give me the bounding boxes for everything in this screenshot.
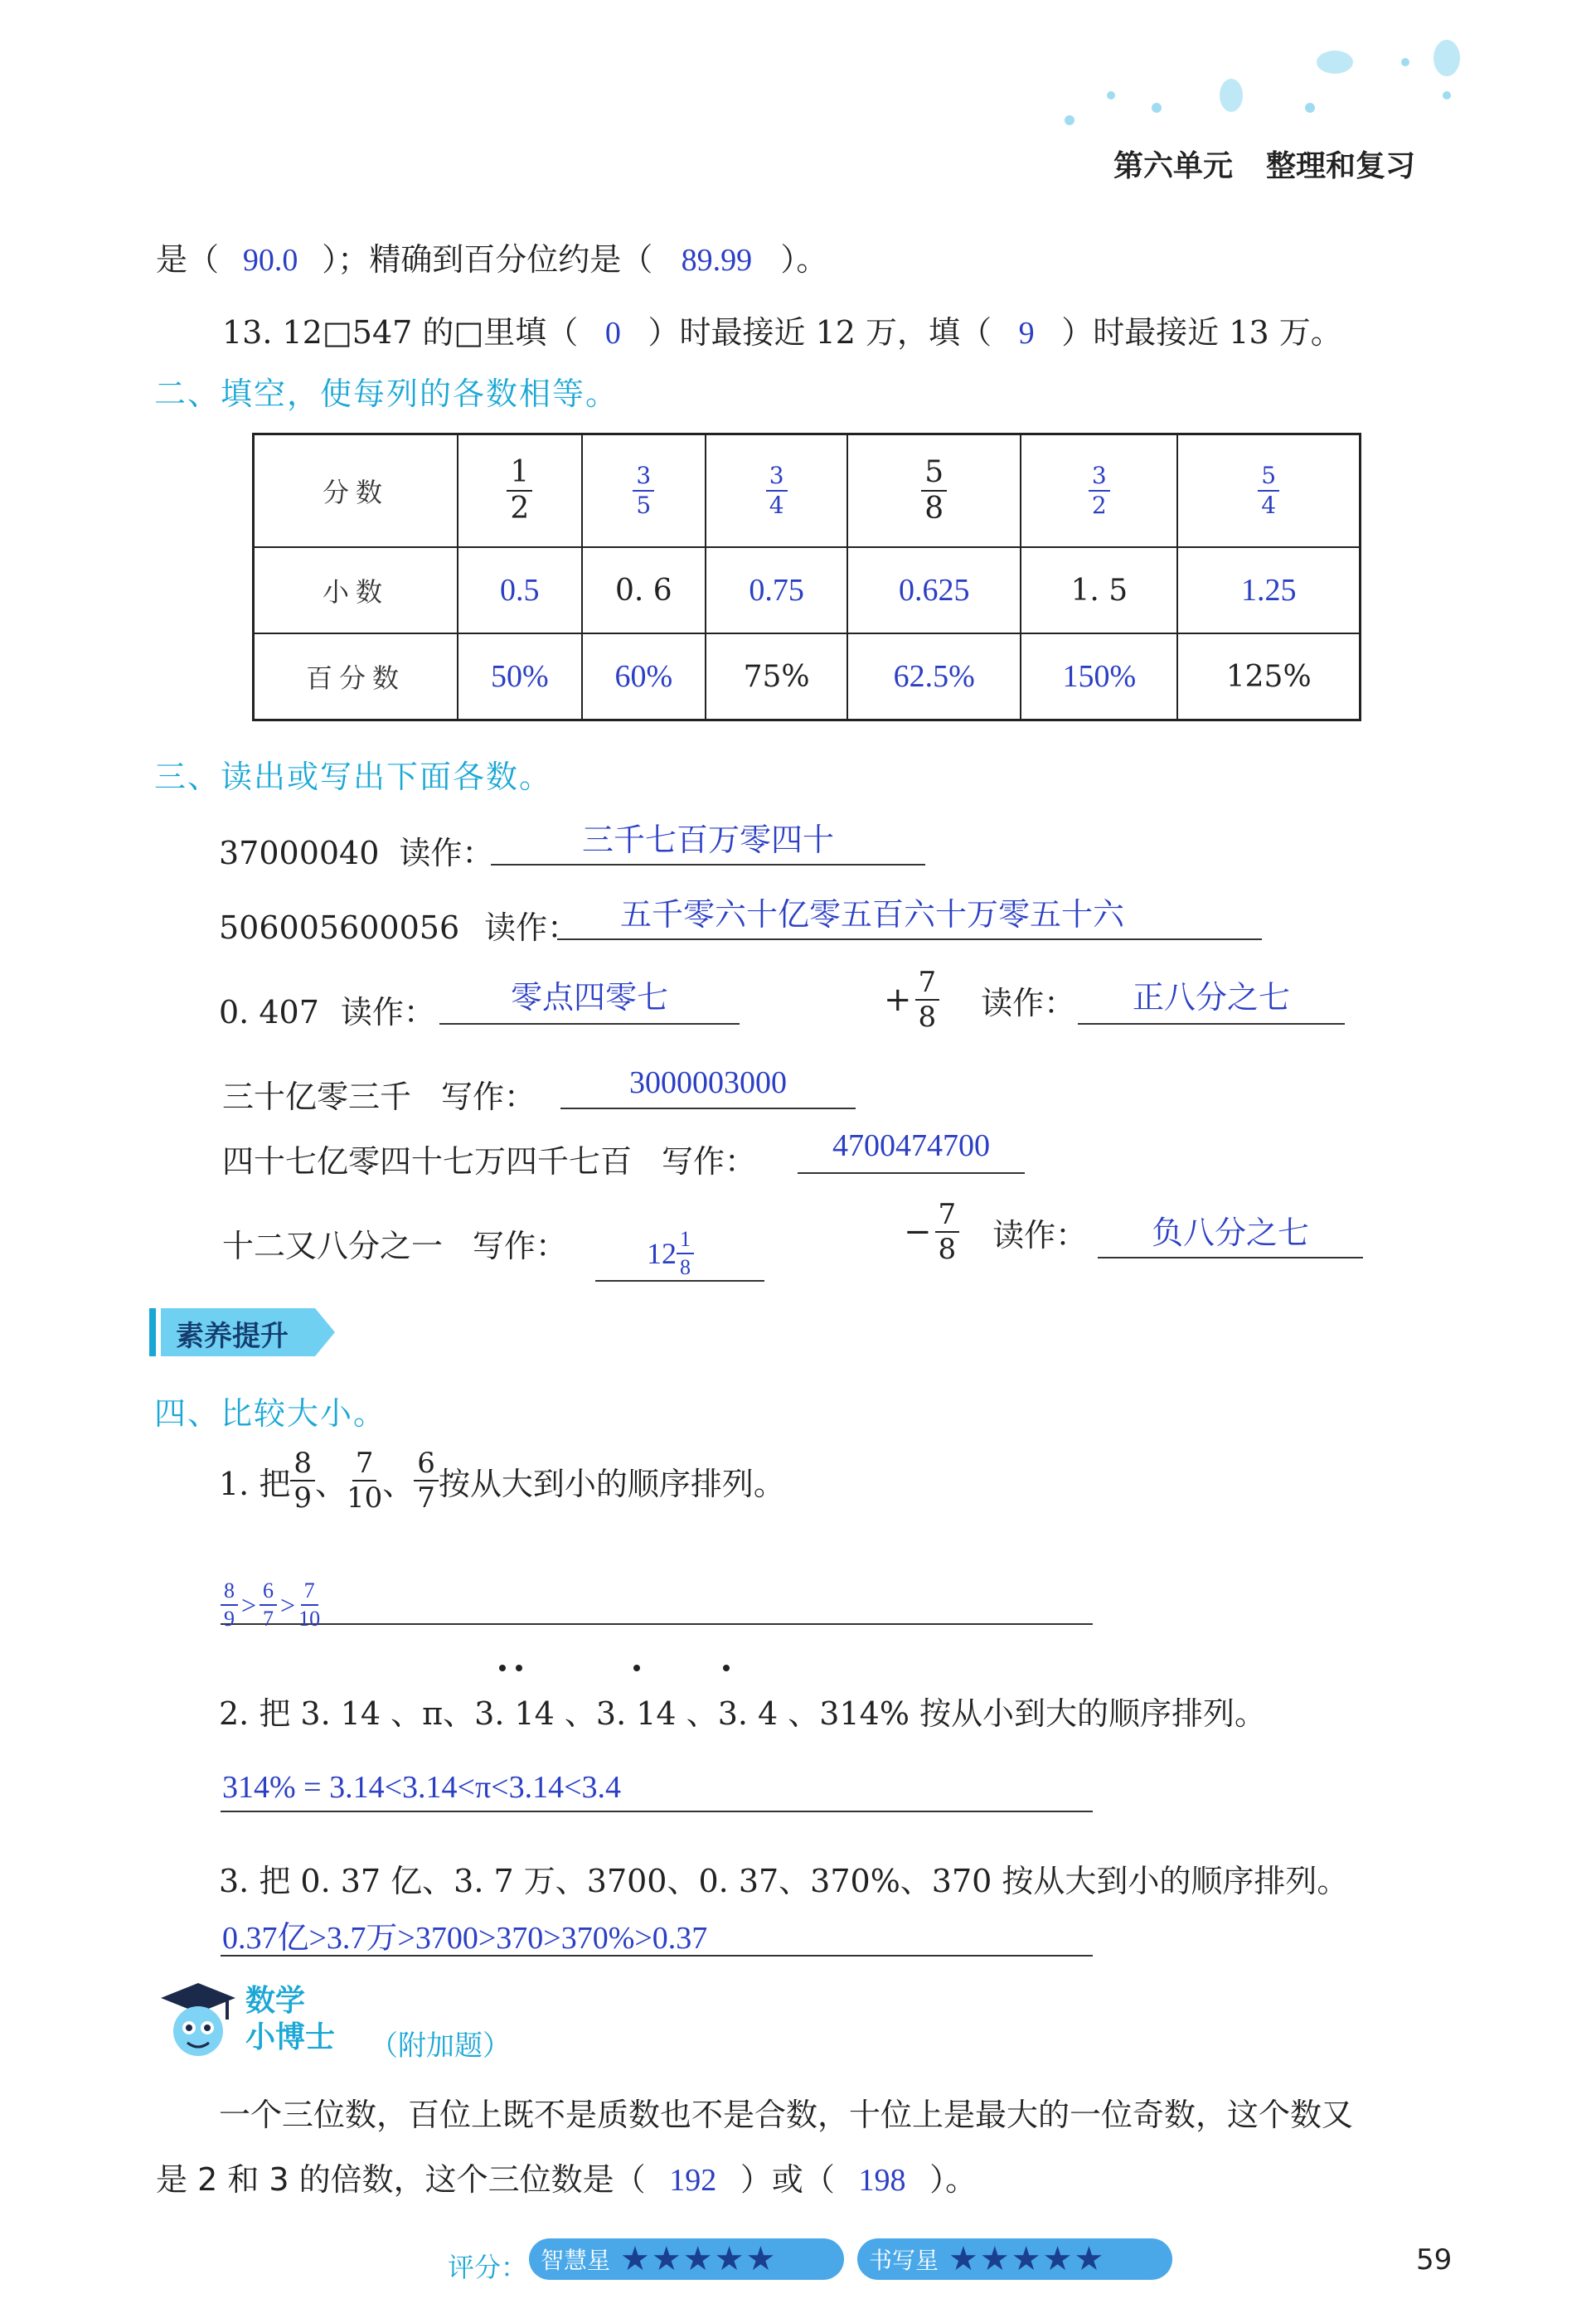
read-answer-5: 负八分之七 — [1151, 1215, 1309, 1251]
fraction-row — [254, 434, 1361, 547]
write-item-3: 十二又八分之一 写作： — [222, 1228, 568, 1264]
read-item-1: 37000040 读作： — [219, 835, 494, 871]
percent-cell: 62.5% — [847, 633, 1021, 720]
q13-answer-1: 0 — [604, 316, 621, 351]
fraction-cell: $\frac{1}{2}$ — [458, 434, 582, 547]
q13-line: 13. 12□547 的□里填（ 0 ）时最接近 12 万，填（ 9 ）时最接近 13 万。 — [222, 314, 1342, 351]
decimal-cell: 1. 5 — [1021, 547, 1177, 633]
write-answer-2: 4700474700 — [832, 1128, 990, 1163]
star-icons: ★★★★★ — [620, 2240, 778, 2278]
percent-cell: 50% — [458, 633, 582, 720]
section-2-title: 二、填空，使每列的各数相等。 — [154, 376, 619, 412]
read-answer-2: 五千零六十亿零五百六十万零五十六 — [619, 896, 1124, 933]
read-item-3: 0. 407 读作： — [219, 994, 435, 1030]
wisdom-star-rating: 智慧星 ★★★★★ — [529, 2238, 844, 2280]
percent-cell: 125% — [1177, 633, 1360, 720]
read-item-4: + $\frac{7}{8}$ 读作： — [884, 966, 1076, 1034]
fraction-cell: $\frac{3}{4}$ — [706, 434, 847, 547]
bonus-line-2: 是 2 和 3 的倍数，这个三位数是（ 192 ）或（ 198 ）。 — [156, 2161, 977, 2198]
page-number: 59 — [1416, 2243, 1453, 2277]
decorative-leaves-icon — [1045, 25, 1476, 141]
q13-answer-2: 9 — [1018, 316, 1035, 351]
row-header: 分数 — [254, 434, 458, 547]
write-answer-3: 12 $\frac{1}{8}$ — [647, 1229, 694, 1278]
q12-answer-2: 89.99 — [681, 243, 753, 278]
decimal-cell: 0. 6 — [582, 547, 706, 633]
decimal-cell: 1.25 — [1177, 547, 1360, 633]
percent-cell: 75% — [706, 633, 847, 720]
q12-tail-line: 是（ 90.0 ）；精确到百分位约是（ 89.99 ）。 — [156, 241, 828, 278]
compare-item-2: 2. 把 3. 14 、π、3. 14 、3. 14 、3. 4 、314% 按从小到大的顺序排列。 — [219, 1695, 1267, 1732]
compare-answer-3: 0.37亿>3.7万>3700>370>370%>0.37 — [222, 1921, 708, 1956]
bonus-logo-text: 数学 小博士 — [245, 1984, 336, 2054]
banner-label: 素养提升 — [176, 1320, 289, 1353]
compare-item-3: 3. 把 0. 37 亿、3. 7 万、3700、0. 37、370%、370 按从大到小的顺序排列。 — [219, 1863, 1349, 1899]
fraction-cell: $\frac{5}{4}$ — [1177, 434, 1360, 547]
read-answer-3: 零点四零七 — [510, 979, 668, 1016]
section-3-title: 三、读出或写出下面各数。 — [154, 759, 553, 795]
row-header: 小数 — [254, 547, 458, 633]
bonus-tag: （附加题） — [370, 2029, 511, 2063]
score-label: 评分： — [448, 2252, 528, 2283]
read-item-5: − $\frac{7}{8}$ 读作： — [904, 1198, 1088, 1266]
compare-answer-1: $\frac{8}{9}$ > $\frac{6}{7}$ > $\frac{7}{10}$ — [221, 1580, 320, 1630]
bonus-answer-1: 192 — [669, 2163, 717, 2198]
decimal-row — [254, 547, 1361, 633]
recurring-dots — [489, 1660, 738, 1676]
fraction-cell: $\frac{3}{2}$ — [1021, 434, 1177, 547]
compare-item-1: 1. 把 $\frac{8}{9}$ 、 $\frac{7}{10}$ 、 $\frac{6}{7}$ 按从大到小的顺序排列。 — [219, 1447, 785, 1515]
percent-cell: 150% — [1021, 633, 1177, 720]
q12-answer-1: 90.0 — [242, 243, 298, 278]
bonus-answer-2: 198 — [858, 2163, 906, 2198]
read-answer-1: 三千七百万零四十 — [581, 822, 834, 858]
decimal-cell: 0.5 — [458, 547, 582, 633]
write-answer-1: 3000003000 — [629, 1065, 787, 1100]
write-item-1: 三十亿零三千 写作： — [222, 1079, 536, 1115]
read-item-2: 506005600056 读作： — [219, 909, 580, 946]
doctor-mascot-icon — [153, 1980, 244, 2063]
star-icons: ★★★★★ — [948, 2240, 1106, 2278]
compare-answer-2: 314% = 3.14<3.14<π<3.14<3.4 — [222, 1770, 621, 1805]
read-answer-4: 正八分之七 — [1132, 979, 1290, 1016]
fraction-cell: $\frac{3}{5}$ — [582, 434, 706, 547]
decimal-cell: 0.75 — [706, 547, 847, 633]
row-header: 百分数 — [254, 633, 458, 720]
decimal-cell: 0.625 — [847, 547, 1021, 633]
unit-label: 第六单元 整理和复习 — [1113, 149, 1416, 183]
fraction-cell: $\frac{5}{8}$ — [847, 434, 1021, 547]
section-4-title: 四、比较大小。 — [154, 1395, 387, 1432]
bonus-line-1: 一个三位数，百位上既不是质数也不是合数，十位上是最大的一位奇数，这个数又 — [219, 2097, 1354, 2133]
percent-row — [254, 633, 1361, 720]
write-item-2: 四十七亿零四十七万四千七百 写作： — [222, 1143, 757, 1180]
writing-star-rating: 书写星 ★★★★★ — [857, 2238, 1172, 2280]
conversion-table — [252, 433, 1361, 721]
percent-cell: 60% — [582, 633, 706, 720]
